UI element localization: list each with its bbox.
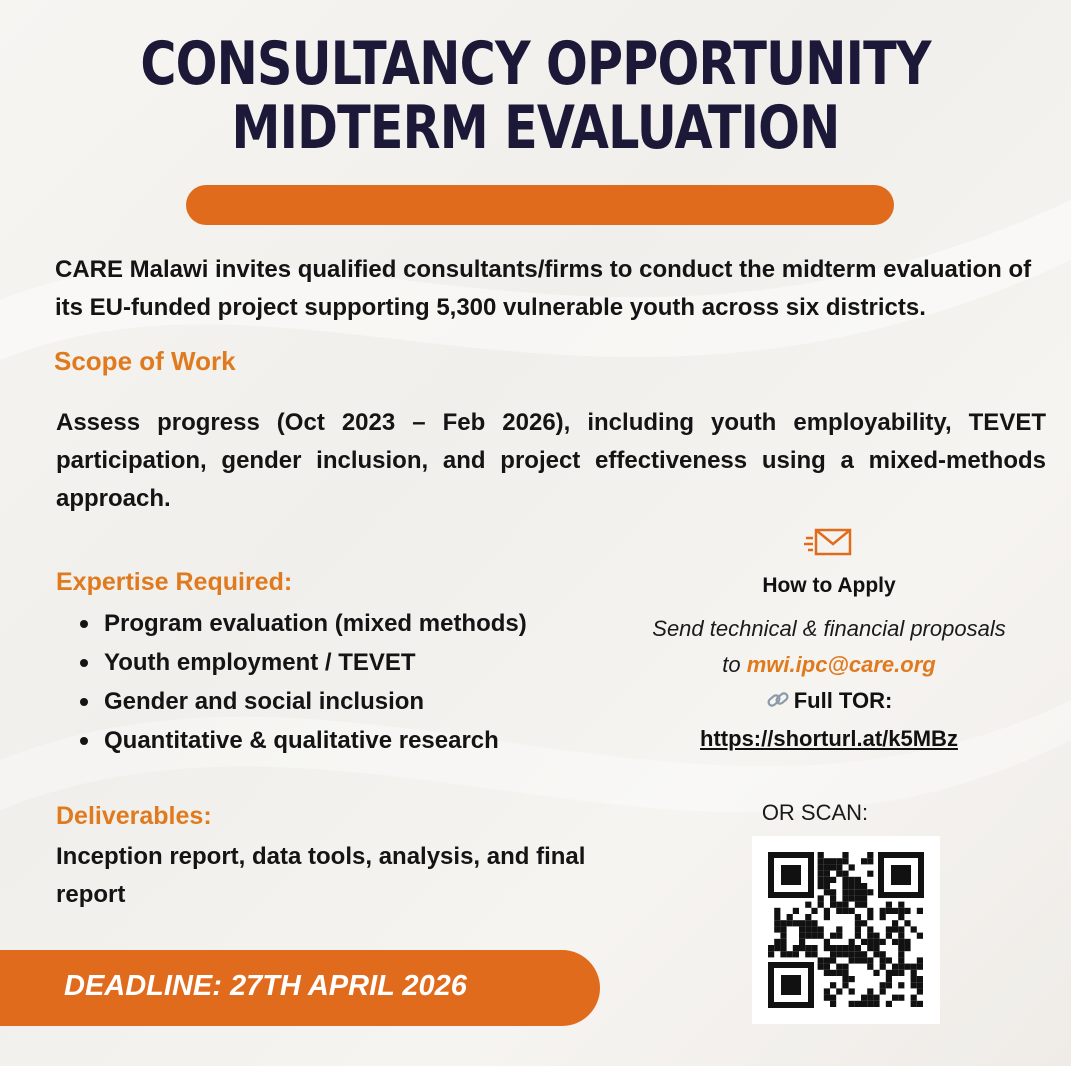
qr-module (805, 926, 811, 932)
qr-module (805, 914, 811, 920)
qr-module (849, 908, 855, 914)
qr-module (811, 908, 817, 914)
qr-module (774, 920, 780, 926)
bullet-icon (80, 620, 88, 628)
qr-module (886, 902, 892, 908)
qr-module (780, 933, 786, 939)
qr-module (830, 902, 836, 908)
qr-module (842, 871, 848, 877)
qr-module (818, 864, 824, 870)
qr-module (824, 877, 830, 883)
qr-module (886, 982, 892, 988)
qr-module (849, 895, 855, 901)
qr-module (836, 926, 842, 932)
qr-module (880, 957, 886, 963)
qr-module (861, 939, 867, 945)
qr-module (855, 951, 861, 957)
scope-heading: Scope of Work (54, 346, 236, 376)
qr-module (855, 926, 861, 932)
qr-module (861, 957, 867, 963)
qr-module (855, 895, 861, 901)
qr-module (898, 970, 904, 976)
qr-module (818, 933, 824, 939)
qr-module (898, 914, 904, 920)
qr-module (818, 852, 824, 858)
qr-module (886, 976, 892, 982)
qr-module (811, 933, 817, 939)
qr-module (867, 926, 873, 932)
how-to-apply-heading: How to Apply (762, 574, 896, 597)
qr-module (855, 883, 861, 889)
qr-module (886, 933, 892, 939)
qr-module (917, 933, 923, 939)
qr-module (842, 858, 848, 864)
qr-module (898, 908, 904, 914)
qr-module (805, 902, 811, 908)
qr-module (836, 864, 842, 870)
qr-module (830, 858, 836, 864)
qr-module (842, 902, 848, 908)
qr-module (917, 957, 923, 963)
qr-module (805, 945, 811, 951)
qr-module (867, 957, 873, 963)
qr-module (911, 970, 917, 976)
qr-module (824, 988, 830, 994)
qr-module (818, 964, 824, 970)
apply-email-line (590, 652, 1068, 678)
qr-module (886, 957, 892, 963)
qr-module (880, 964, 886, 970)
qr-module (787, 920, 793, 926)
qr-module (830, 970, 836, 976)
qr-module (867, 852, 873, 858)
qr-module (917, 976, 923, 982)
qr-module (836, 858, 842, 864)
qr-module (855, 914, 861, 920)
qr-module (836, 933, 842, 939)
qr-module (799, 939, 805, 945)
apply-email-prefix: to (722, 652, 747, 677)
qr-module (842, 877, 848, 883)
qr-module (780, 926, 786, 932)
list-item (76, 604, 527, 643)
qr-module (861, 889, 867, 895)
qr-module (867, 995, 873, 1001)
qr-module (867, 1001, 873, 1007)
qr-module (818, 895, 824, 901)
qr-module (818, 902, 824, 908)
qr-module (774, 926, 780, 932)
qr-module (842, 976, 848, 982)
qr-module (855, 920, 861, 926)
qr-module (898, 945, 904, 951)
qr-module (799, 933, 805, 939)
qr-module (824, 883, 830, 889)
qr-module (811, 951, 817, 957)
qr-module (824, 995, 830, 1001)
qr-module (849, 945, 855, 951)
qr-module (849, 951, 855, 957)
qr-module (892, 908, 898, 914)
email-link[interactable]: mwi.ipc@care.org (746, 652, 936, 677)
qr-module (768, 945, 774, 951)
qr-module (892, 995, 898, 1001)
qr-module (824, 889, 830, 895)
full-tor-line (590, 688, 1068, 714)
qr-module (805, 920, 811, 926)
qr-module (898, 902, 904, 908)
qr-module (818, 883, 824, 889)
deadline-banner (0, 950, 600, 1026)
qr-module (799, 920, 805, 926)
qr-module (849, 988, 855, 994)
qr-module (774, 908, 780, 914)
deliverables-paragraph: Inception report, data tools, analysis, and final report (56, 843, 586, 908)
qr-module (873, 1001, 879, 1007)
qr-module (867, 945, 873, 951)
qr-module (842, 945, 848, 951)
list-item-label: Youth employment / TEVET (104, 649, 416, 676)
expertise-heading: Expertise Required: (56, 568, 293, 596)
qr-module (818, 926, 824, 932)
qr-module (898, 939, 904, 945)
qr-module (818, 957, 824, 963)
deadline-text: DEADLINE: 27TH APRIL 2026 (64, 970, 467, 1002)
scan-label: OR SCAN: (761, 800, 869, 825)
qr-module (824, 908, 830, 914)
qr-code-graphic (752, 836, 940, 1024)
qr-module (818, 877, 824, 883)
qr-module (855, 877, 861, 883)
qr-module (867, 908, 873, 914)
qr-module (780, 951, 786, 957)
qr-module (842, 883, 848, 889)
list-item (76, 721, 527, 760)
qr-module (830, 933, 836, 939)
qr-module (873, 945, 879, 951)
qr-module (849, 877, 855, 883)
qr-module (842, 852, 848, 858)
qr-module (824, 939, 830, 945)
qr-module (824, 858, 830, 864)
qr-module (886, 926, 892, 932)
qr-module (867, 871, 873, 877)
qr-module (880, 939, 886, 945)
full-tor-label: Full TOR: (793, 688, 893, 713)
qr-module (911, 995, 917, 1001)
list-item (76, 682, 527, 721)
list-item-label: Gender and social inclusion (104, 688, 425, 715)
qr-module (917, 908, 923, 914)
qr-module (849, 939, 855, 945)
qr-module (842, 964, 848, 970)
qr-module (880, 914, 886, 920)
qr-module (855, 945, 861, 951)
qr-module (880, 908, 886, 914)
qr-module (774, 939, 780, 945)
qr-module (787, 951, 793, 957)
qr-module (824, 914, 830, 920)
qr-module (849, 883, 855, 889)
qr-module (805, 933, 811, 939)
qr-module (898, 982, 904, 988)
qr-module (861, 920, 867, 926)
qr-module (818, 858, 824, 864)
qr-module (811, 926, 817, 932)
qr-module (873, 939, 879, 945)
qr-module (886, 908, 892, 914)
qr-module (805, 951, 811, 957)
qr-module (774, 914, 780, 920)
qr-module (793, 951, 799, 957)
qr-module (824, 957, 830, 963)
qr-module (861, 951, 867, 957)
qr-module (842, 889, 848, 895)
qr-module (867, 914, 873, 920)
qr-module (861, 895, 867, 901)
qr-module (842, 908, 848, 914)
list-item-label: Quantitative & qualitative research (104, 727, 499, 754)
qr-module (880, 988, 886, 994)
qr-module (836, 945, 842, 951)
qr-module (873, 933, 879, 939)
qr-module (824, 864, 830, 870)
qr-module (898, 957, 904, 963)
deliverables-heading: Deliverables: (56, 802, 212, 830)
qr-module (836, 902, 842, 908)
qr-module (904, 939, 910, 945)
qr-module (830, 982, 836, 988)
qr-module (861, 902, 867, 908)
qr-module (861, 883, 867, 889)
qr-module (917, 982, 923, 988)
qr-module (904, 945, 910, 951)
qr-module (836, 908, 842, 914)
qr-module (873, 951, 879, 957)
qr-module (867, 964, 873, 970)
scope-paragraph: Assess progress (Oct 2023 – Feb 2026), including youth employability, TEVET participation, gender inclusion, and project effectiveness using a mixed-methods approach. (56, 409, 1046, 512)
qr-module (836, 970, 842, 976)
qr-module (824, 970, 830, 976)
qr-module (836, 951, 842, 957)
qr-module (917, 964, 923, 970)
qr-module (830, 895, 836, 901)
bullet-icon (80, 698, 88, 706)
qr-module (892, 920, 898, 926)
qr-module (861, 1001, 867, 1007)
qr-module (799, 926, 805, 932)
qr-module (855, 1001, 861, 1007)
qr-module (867, 933, 873, 939)
qr-module (873, 970, 879, 976)
qr-module (780, 939, 786, 945)
qr-module (911, 982, 917, 988)
qr-module (824, 964, 830, 970)
qr-module (886, 1001, 892, 1007)
qr-module (849, 976, 855, 982)
qr-module (855, 889, 861, 895)
page-title-line-2: MIDTERM EVALUATION (231, 93, 840, 163)
qr-module (911, 964, 917, 970)
qr-module (799, 945, 805, 951)
qr-module (867, 889, 873, 895)
link-icon (766, 689, 790, 711)
page-title-line-1: CONSULTANCY OPPORTUNITY (140, 29, 931, 99)
qr-module (898, 926, 904, 932)
qr-module (911, 976, 917, 982)
qr-module (780, 920, 786, 926)
qr-module (836, 964, 842, 970)
qr-module (911, 1001, 917, 1007)
qr-module (842, 982, 848, 988)
qr-module (842, 951, 848, 957)
qr-module (793, 920, 799, 926)
qr-module (811, 920, 817, 926)
qr-module (836, 988, 842, 994)
qr-module (811, 945, 817, 951)
qr-module (849, 889, 855, 895)
qr-module (886, 970, 892, 976)
title-underline-bar (186, 185, 894, 225)
qr-module (898, 933, 904, 939)
qr-module (917, 988, 923, 994)
tor-url-link[interactable]: https://shorturl.at/k5MBz (700, 726, 958, 751)
qr-module (824, 945, 830, 951)
qr-module (793, 908, 799, 914)
qr-module (892, 939, 898, 945)
qr-module (867, 939, 873, 945)
qr-module (818, 871, 824, 877)
qr-module (911, 926, 917, 932)
list-item (76, 643, 527, 682)
qr-module (836, 871, 842, 877)
qr-module (830, 957, 836, 963)
mail-icon (590, 526, 1068, 560)
qr-module (861, 995, 867, 1001)
qr-module (904, 964, 910, 970)
qr-module (830, 864, 836, 870)
qr-module (830, 877, 836, 883)
qr-module (904, 908, 910, 914)
qr-module (880, 982, 886, 988)
qr-module (898, 951, 904, 957)
qr-module (867, 858, 873, 864)
qr-module (855, 933, 861, 939)
qr-module (830, 1001, 836, 1007)
apply-instructions: Send technical & financial proposals (652, 616, 1006, 641)
qr-module (830, 889, 836, 895)
qr-module (892, 964, 898, 970)
qr-module (830, 945, 836, 951)
qr-module (830, 995, 836, 1001)
list-item-label: Program evaluation (mixed methods) (104, 610, 527, 637)
qr-module (768, 951, 774, 957)
qr-code[interactable] (752, 836, 940, 1024)
qr-module (824, 871, 830, 877)
bullet-icon (80, 659, 88, 667)
qr-module (892, 926, 898, 932)
qr-module (849, 957, 855, 963)
qr-module (780, 945, 786, 951)
qr-module (861, 858, 867, 864)
qr-module (842, 895, 848, 901)
qr-module (830, 951, 836, 957)
qr-module (880, 951, 886, 957)
qr-module (849, 1001, 855, 1007)
qr-module (793, 945, 799, 951)
qr-module (898, 964, 904, 970)
bullet-icon (80, 737, 88, 745)
qr-module (855, 902, 861, 908)
qr-module (842, 970, 848, 976)
qr-module (892, 970, 898, 976)
qr-module (774, 945, 780, 951)
qr-module (898, 995, 904, 1001)
qr-module (917, 1001, 923, 1007)
expertise-list (76, 604, 527, 760)
qr-module (867, 988, 873, 994)
qr-module (849, 864, 855, 870)
intro-paragraph: CARE Malawi invites qualified consultants/firms to conduct the midterm evaluation of its EU-funded project supporting 5,300 vulnerable youth across six districts. (55, 256, 1032, 321)
qr-module (904, 920, 910, 926)
qr-module (873, 995, 879, 1001)
qr-module (787, 914, 793, 920)
qr-module (855, 957, 861, 963)
